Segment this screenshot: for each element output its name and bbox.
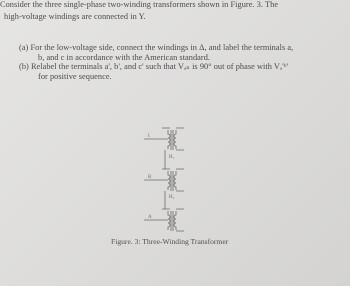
intro-line-1: Consider the three single-phase two-winding transformers shown in Figure. 3. The: [0, 0, 279, 9]
transformer-2: [144, 169, 184, 191]
transformer-figure: [140, 92, 220, 232]
transformer-3: [144, 209, 184, 231]
part-a-line-2: b, and c in accordance with the American standard.: [38, 53, 211, 62]
transformer-1: [144, 128, 184, 150]
part-b-line-1: (b) Relabel the terminals a', b', and c' such that Vₐₙ is 90° out of phase with Vₐ'ᵇ': [19, 62, 288, 71]
part-b-line-2: for positive sequence.: [38, 72, 112, 81]
intro-line-2: high-voltage windings are connected in Y.: [4, 12, 146, 21]
winding-label-h2: H₂: [169, 195, 175, 200]
winding-label-h1: H₁: [169, 155, 175, 160]
figure-caption: Figure. 3: Three-Winding Transformer: [111, 237, 229, 246]
terminal-label-2: B: [148, 175, 152, 180]
terminal-label-3: A: [148, 215, 152, 220]
part-a-line-1: (a) For the low-voltage side, connect the windings in Δ, and label the terminals a,: [19, 43, 294, 52]
terminal-label-1: I: [148, 134, 150, 139]
